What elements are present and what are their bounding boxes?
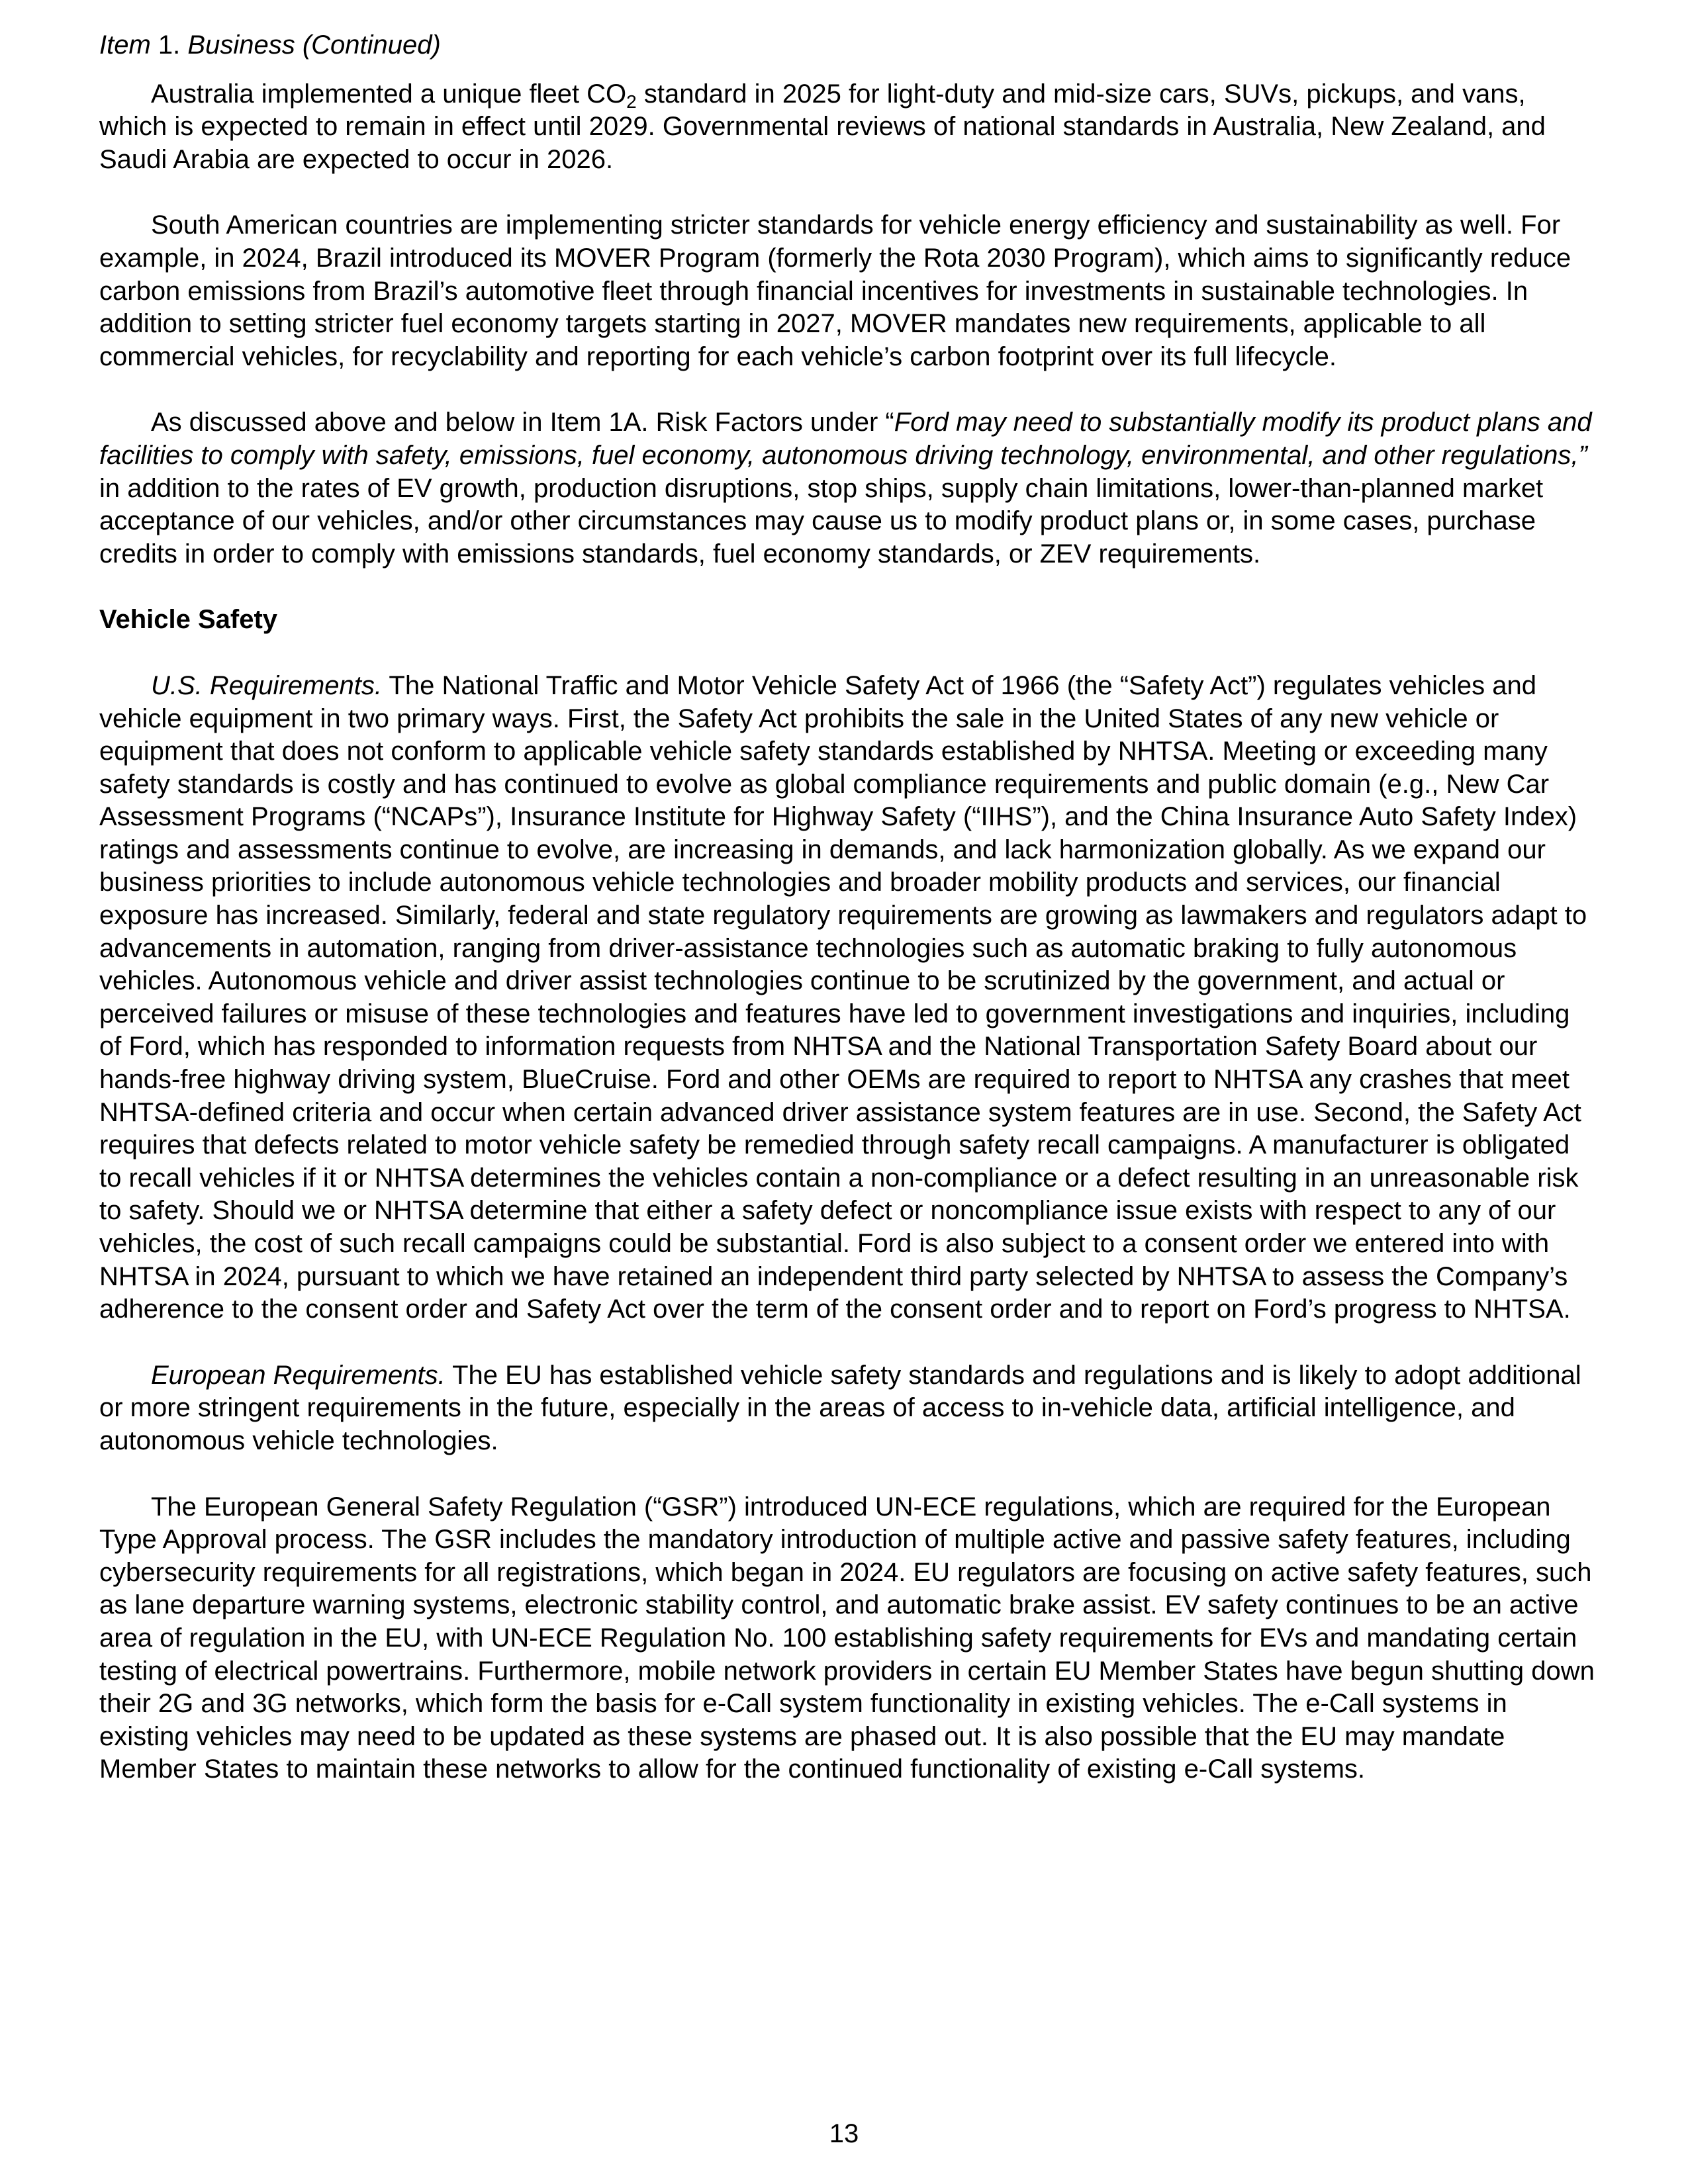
- paragraph-text: Australia implemented a unique fleet CO: [151, 79, 627, 109]
- paragraph-lead-in: European Requirements.: [151, 1360, 445, 1390]
- paragraph-gsr: The European General Safety Regulation (“GSR”) introduced UN-ECE regulations, which are required for the European Type Approval process. The GSR includes the mandatory introduction of multiple active and passive safety features, including cybersecurity requirements for all registrations, which began in 2024. EU regulators are focusing on active safety features, such as lane departure warning systems, electronic stability control, and automatic brake assist. EV safety continues to be an active area of regulation in the EU, with UN-ECE Regulation No. 100 establishing safety requirements for EVs and mandating certain testing of electrical powertrains. Furthermore, mobile network providers in certain EU Member States have begun shutting down their 2G and 3G networks, which form the basis for e-Call system functionality in existing vehicles. The e-Call systems in existing vehicles may need to be updated as these systems are phased out. It is also possible that the EU may mandate Member States to maintain these networks to allow for the continued functionality of existing e-Call systems.: [99, 1492, 1595, 1784]
- paragraph-text: The National Traffic and Motor Vehicle Safety Act of 1966 (the “Safety Act”) regulates vehicles and vehicle equipment in two primary ways. First, the Safety Act prohibits the sale in the United States of any new vehicle or equipment that does not conform to applicable vehicle safety standards established by NHTSA. Meeting or exceeding many safety standards is costly and has continued to evolve as global compliance requirements and public domain (e.g., New Car Assessment Programs (“NCAPs”), Insurance Institute for Highway Safety (“IIHS”), and the China Insurance Auto Safety Index) ratings and assessments continue to evolve, are increasing in demands, and lack harmonization globally. As we expand our business priorities to include autonomous vehicle technologies and broader mobility products and services, our financial exposure has increased. Similarly, federal and state regulatory requirements are growing as lawmakers and regulators adapt to advancements in automation, ranging from driver-assistance technologies such as automatic braking to fully autonomous vehicles. Autonomous vehicle and driver assist technologies continue to be scrutinized by the government, and actual or perceived failures or misuse of these technologies and features have led to government investigations and inquiries, including of Ford, which has responded to information requests from NHTSA and the National Transportation Safety Board about our hands-free highway driving system, BlueCruise. Ford and other OEMs are required to report to NHTSA any crashes that meet NHTSA-defined criteria and occur when certain advanced driver assistance system features are in use. Second, the Safety Act requires that defects related to motor vehicle safety be remedied through safety recall campaigns. A manufacturer is obligated to recall vehicles if it or NHTSA determines the vehicles contain a non-compliance or a defect resulting in an unreasonable risk to safety. Should we or NHTSA determine that either a safety defect or noncompliance issue exists with respect to any of our vehicles, the cost of such recall campaigns could be substantial. Ford is also subject to a consent order we entered into with NHTSA in 2024, pursuant to which we have retained an independent third party selected by NHTSA to assess the Company’s adherence to the consent order and Safety Act over the term of the consent order and to report on Ford’s progress to NHTSA.: [99, 670, 1587, 1324]
- page-number: 13: [829, 2119, 859, 2148]
- paragraph-text: As discussed above and below in Item 1A. Risk Factors under “: [151, 408, 894, 437]
- paragraph-us-requirements: [99, 670, 1595, 1326]
- header-item-label: Item: [99, 30, 151, 60]
- paragraph-text: in addition to the rates of EV growth, production disruptions, stop ships, supply chain limitations, lower-than-planned market acceptance of our vehicles, and/or other circumstances may cause us to modify product plans or, in some cases, purchase credits in order to comply with emissions standards, fuel economy standards, or ZEV requirements.: [99, 473, 1544, 569]
- paragraph-text: The EU has established vehicle safety standards and regulations and is likely to adopt additional or more stringent requirements in the future, especially in the areas of access to in-vehicle data, artificial intelligence, and autonomous vehicle technologies.: [99, 1360, 1581, 1455]
- header-section-title: Business (Continued): [187, 30, 441, 60]
- co2-subscript: 2: [626, 91, 637, 112]
- paragraph-european-requirements: [99, 1359, 1595, 1458]
- paragraph-south-america-standards: South American countries are implementing stricter standards for vehicle energy efficiency and sustainability as well. For example, in 2024, Brazil introduced its MOVER Program (formerly the Rota 2030 Program), which aims to significantly reduce carbon emissions from Brazil’s automotive fleet through financial incentives for investments in sustainable technologies. In addition to setting stricter fuel economy targets starting in 2027, MOVER mandates new requirements, applicable to all commercial vehicles, for recyclability and reporting for each vehicle’s carbon footprint over its full lifecycle.: [99, 210, 1571, 371]
- header-item-number: 1.: [158, 30, 181, 60]
- paragraph-australia-standards: [99, 78, 1595, 177]
- paragraph-risk-factors-reference: [99, 406, 1595, 570]
- running-header: [99, 29, 1595, 62]
- risk-factor-title: Ford may need to substantially modify its product plans and facilities to comply with safety, emissions, fuel economy, autonomous driving technology, environmental, and other regulations,”: [99, 408, 1592, 470]
- document-page: [99, 29, 1595, 1819]
- section-heading-vehicle-safety: Vehicle Safety: [99, 605, 278, 635]
- paragraph-lead-in: U.S. Requirements.: [151, 670, 383, 700]
- paragraph-text: standard in 2025 for light-duty and mid-size cars, SUVs, pickups, and vans, which is expected to remain in effect until 2029. Governmental reviews of national standards in Australia, New Zealand, and Saudi Arabia are expected to occur in 2026.: [99, 79, 1546, 174]
